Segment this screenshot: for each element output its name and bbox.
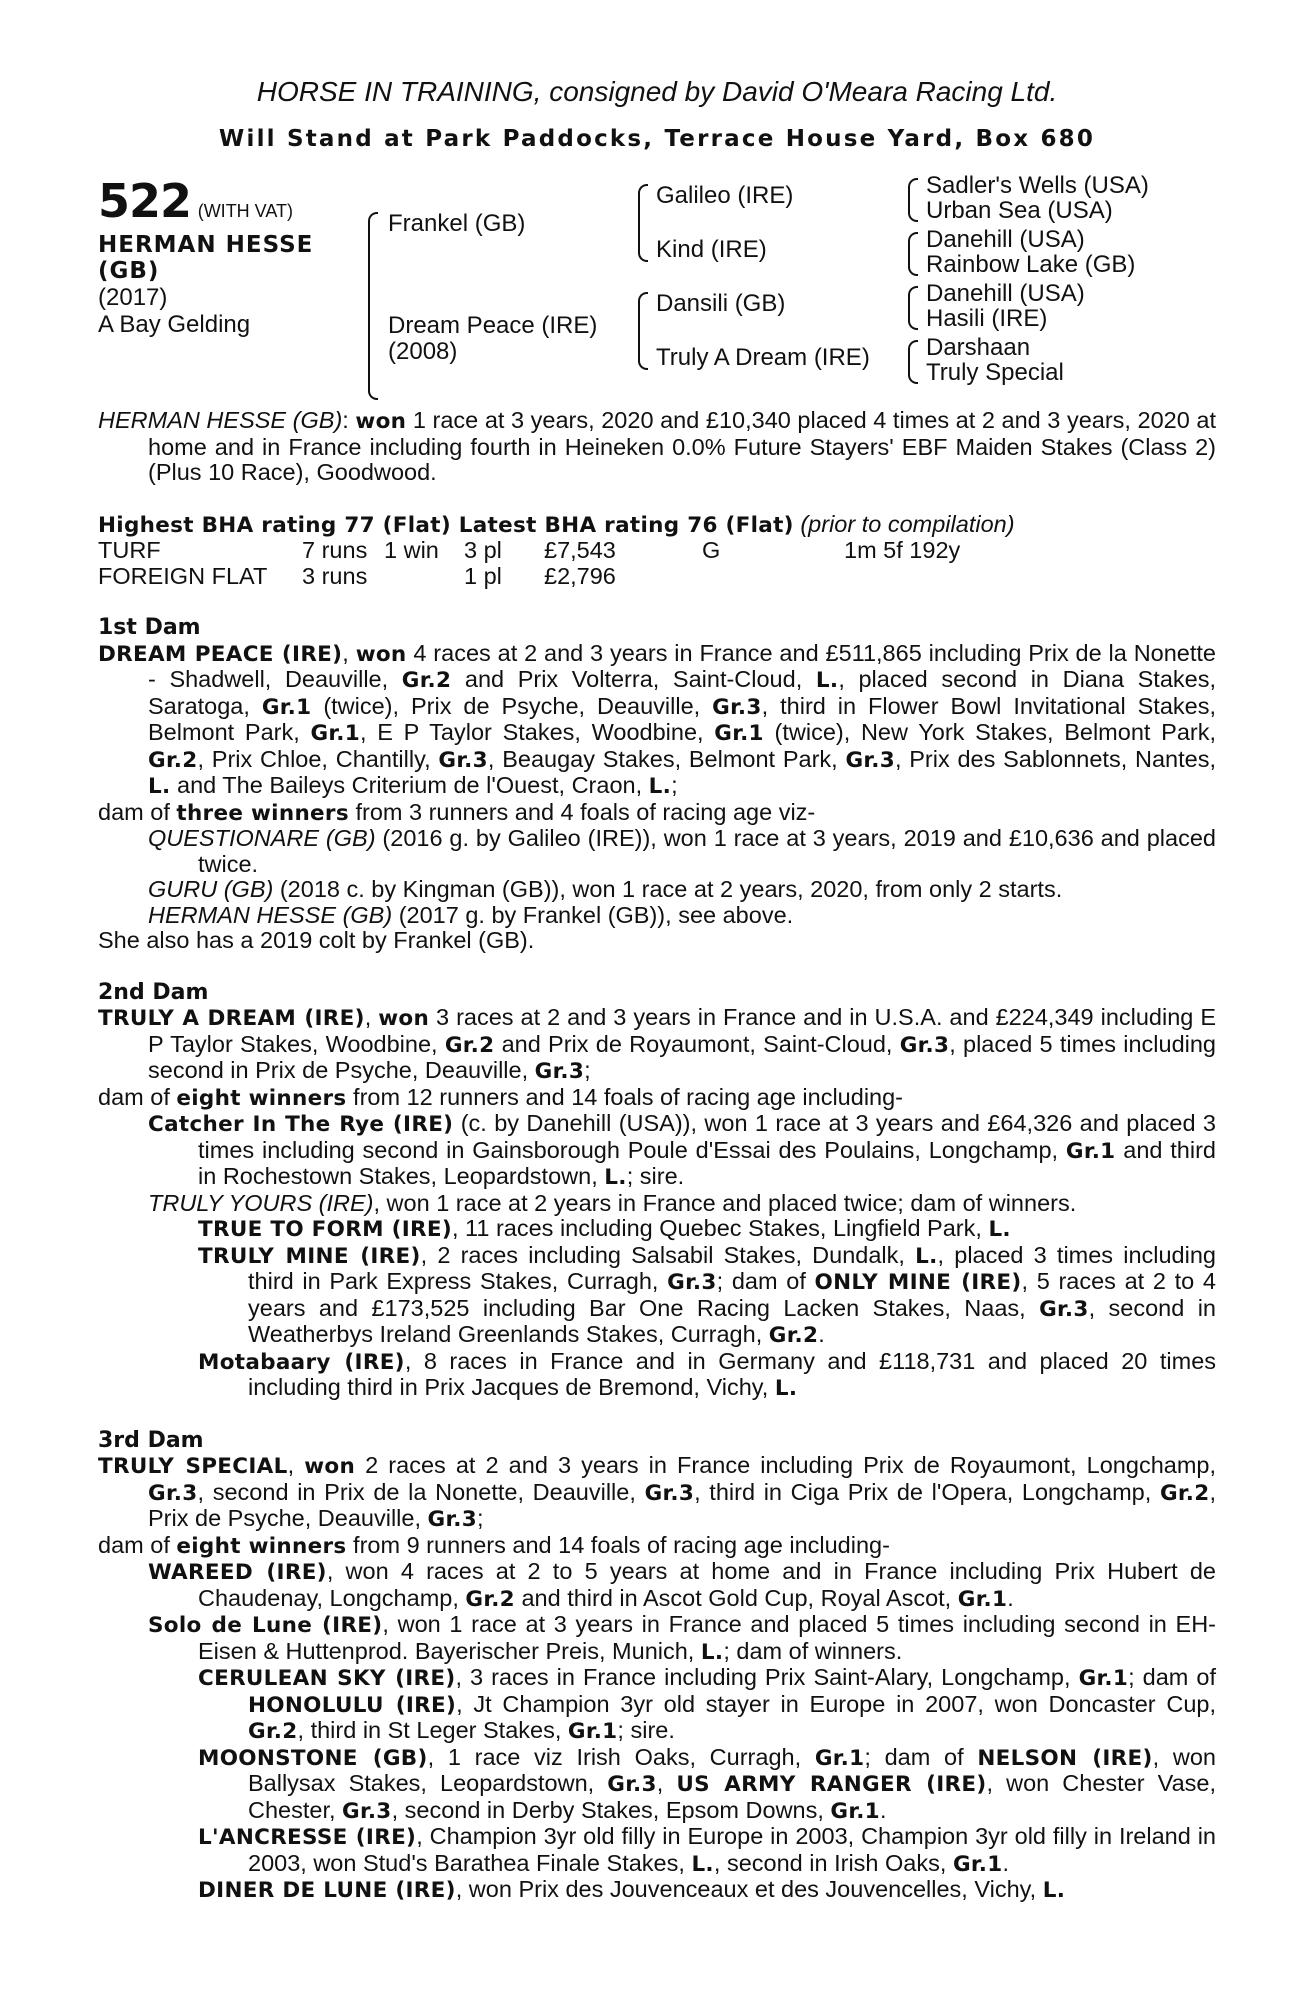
grandproduce-entry: TRUE TO FORM (IRE), 11 races including Quebec Stakes, Lingfield Park, L. <box>198 1215 1011 1242</box>
consignor-heading: HORSE IN TRAINING, consigned by David O'Meara Racing Ltd. <box>256 76 1058 107</box>
sire-sire-sire: Sadler's Wells (USA) <box>926 172 1149 199</box>
second-dam-produce-summary: dam of eight winners from 12 runners and 14 foals of racing age including- <box>98 1083 904 1111</box>
ratings-headline: Highest BHA rating 77 (Flat) Latest BHA rating 76 (Flat) <box>98 512 794 538</box>
first-dam-section <box>98 615 1216 954</box>
sire-parents-brace <box>638 184 648 262</box>
ratings-block <box>98 512 1216 590</box>
gg-brace-4 <box>908 340 918 384</box>
venue-line: Will Stand at Park Paddocks, Terrace House Yard, Box 680 <box>218 126 1096 152</box>
grandproduce-entry: MOONSTONE (GB), 1 race viz Irish Oaks, Curragh, Gr.1; dam of NELSON (IRE), won Ballysax Stakes, Leopardstown, Gr.3, US ARMY RANGER (IRE), won Chester Vase, Chester, Gr.3, second in Derby Stakes, Epsom Downs, Gr.1. <box>198 1743 1217 1824</box>
grandproduce-entry: L'ANCRESSE (IRE), Champion 3yr old filly in Europe in 2003, Champion 3yr old filly in Ireland in 2003, won Stud's Barathea Finale Stakes, L., second in Irish Oaks, Gr.1. <box>198 1823 1216 1877</box>
grandproduce-entry: TRULY MINE (IRE), 2 races including Salsabil Stakes, Dundalk, L., placed 3 times including third in Park Express Stakes, Curragh, Gr.3; dam of ONLY MINE (IRE), 5 races at 2 to 4 years and £173,525 including Bar One Racing Lacken Stakes, Naas, Gr.3, second in Weatherbys Ireland Greenlands Stakes, Curragh, Gr.2. <box>198 1241 1217 1348</box>
dam: Dream Peace (IRE) <box>388 312 598 339</box>
dam-parents-brace <box>638 292 648 370</box>
dam-year: (2008) <box>388 338 458 365</box>
catalogue-page <box>98 76 1216 1904</box>
gg-brace-2 <box>908 232 918 276</box>
second-dam-section <box>98 980 1216 1402</box>
dam-dam-dam: Truly Special <box>926 359 1064 386</box>
produce-entry: TRULY YOURS (IRE), won 1 race at 2 years in France and placed twice; dam of winners. <box>148 1189 1077 1216</box>
horse-name: HERMAN HESSE <box>98 232 314 258</box>
first-dam-title: 1st Dam <box>98 615 201 640</box>
grandproduce-entry: Motabaary (IRE), 8 races in France and in Germany and £118,731 and placed 20 times including third in Prix Jacques de Bremond, Vichy, L. <box>198 1347 1217 1401</box>
pedigree-block <box>98 174 1216 404</box>
second-dam-record: TRULY A DREAM (IRE), won 3 races at 2 and 3 years in France and in U.S.A. and £224,349 including E P Taylor Stakes, Woodbine, Gr.2 and Prix de Royaumont, Saint-Cloud, Gr.3, placed 5 times including second in Prix de Psyche, Deauville, Gr.3; <box>98 1004 1217 1084</box>
sire-dam-sire: Danehill (USA) <box>926 226 1085 253</box>
sire-dam: Kind (IRE) <box>656 236 767 263</box>
produce-entry: Catcher In The Rye (IRE) (c. by Danehill (USA)), won 1 race at 3 years and £64,326 and placed 3 times including second in Gainsborough Poule d'Essai des Poulains, Longchamp, Gr.1 and third in Rochestown Stakes, Leopardstown, L.; sire. <box>148 1110 1216 1190</box>
lot-number-line <box>98 174 293 228</box>
dam-sire-dam: Hasili (IRE) <box>926 305 1048 332</box>
third-dam-title: 3rd Dam <box>98 1427 204 1453</box>
dam-dam-sire: Darshaan <box>926 334 1031 361</box>
ratings-headline-line <box>98 512 1216 539</box>
dam-dam: Truly A Dream (IRE) <box>656 344 870 371</box>
sire-sire-dam: Urban Sea (USA) <box>926 197 1113 224</box>
gg-brace-1 <box>908 178 918 222</box>
first-dam-record: DREAM PEACE (IRE), won 4 races at 2 and 3 years in France and £511,865 including Prix de la Nonette - Shadwell, Deauville, Gr.2 and Prix Volterra, Saint-Cloud, L., placed second in Diana Stakes, Saratoga, Gr.1 (twice), Prix de Psyche, Deauville, Gr.3, third in Flower Bowl Invitational Stakes, Belmont Park, Gr.1, E P Taylor Stakes, Woodbine, Gr.1 (twice), New York Stakes, Belmont Park, Gr.2, Prix Chloe, Chantilly, Gr.3, Beaugay Stakes, Belmont Park, Gr.3, Prix des Sablonnets, Nantes, L. and The Baileys Criterium de l'Ouest, Craon, L.; <box>98 639 1217 799</box>
dam-sire: Dansili (GB) <box>656 290 786 317</box>
vat-note: (WITH VAT) <box>197 201 294 221</box>
grandproduce-entry: CERULEAN SKY (IRE), 3 races in France including Prix Saint-Alary, Longchamp, Gr.1; dam of HONOLULU (IRE), Jt Champion 3yr old stayer in Europe in 2007, won Doncaster Cup, Gr.2, third in St Leger Stakes, Gr.1; sire. <box>198 1664 1216 1744</box>
lot-number: 522 <box>98 174 192 228</box>
produce-entry: QUESTIONARE (GB) (2016 g. by Galileo (IRE)), won 1 race at 3 years, 2019 and £10,636 and placed twice. <box>148 825 1216 877</box>
sire-dam-dam: Rainbow Lake (GB) <box>926 251 1136 278</box>
first-dam-produce-summary: dam of three winners from 3 runners and 4 foals of racing age viz- <box>98 798 816 826</box>
sire: Frankel (GB) <box>388 210 526 237</box>
stats-row-turf: TURF 7 runs 1 win 3 pl £7,543 G 1m 5f 192y <box>98 537 961 563</box>
foaling-year: (2017) <box>98 284 168 311</box>
second-dam-title: 2nd Dam <box>98 979 209 1005</box>
produce-entry: HERMAN HESSE (GB) (2017 g. by Frankel (GB)), see above. <box>148 901 794 928</box>
stats-row-foreign-flat: FOREIGN FLAT 3 runs 1 pl £2,796 <box>98 562 616 589</box>
produce-entry: Solo de Lune (IRE), won 1 race at 3 years in France and placed 5 times including second in EH-Eisen & Huttenprod. Bayerischer Preis, Munich, L.; dam of winners. <box>148 1611 1216 1665</box>
produce-entry: GURU (GB) (2018 c. by Kingman (GB)), won 1 race at 2 years, 2020, from only 2 starts. <box>148 876 1063 902</box>
summary-paragraph: HERMAN HESSE (GB): won 1 race at 3 years, 2020 and £10,340 placed 4 times at 2 and 3 years, 2020 at home and in France including fourth in Heineken 0.0% Future Stayers' EBF Maiden Stakes (Class 2) (Plus 10 Race), Goodwood. <box>98 407 1217 485</box>
dam-sire-sire: Danehill (USA) <box>926 280 1085 307</box>
sire-sire: Galileo (IRE) <box>656 182 794 209</box>
third-dam-produce-summary: dam of eight winners from 9 runners and 14 foals of racing age including- <box>98 1531 890 1559</box>
race-summary <box>98 408 1216 486</box>
grandproduce-entry: DINER DE LUNE (IRE), won Prix des Jouvenceaux et des Jouvencelles, Vichy, L. <box>198 1876 1066 1903</box>
third-dam-record: TRULY SPECIAL, won 2 races at 2 and 3 years in France including Prix de Royaumont, Longchamp, Gr.3, second in Prix de la Nonette, Deauville, Gr.3, third in Ciga Prix de l'Opera, Longchamp, Gr.2, Prix de Psyche, Deauville, Gr.3; <box>98 1452 1217 1532</box>
produce-note: She also has a 2019 colt by Frankel (GB). <box>98 927 535 953</box>
third-dam-section <box>98 1428 1216 1904</box>
produce-entry: WAREED (IRE), won 4 races at 2 to 5 years at home and in France including Prix Hubert de Chaudenay, Longchamp, Gr.2 and third in Ascot Gold Cup, Royal Ascot, Gr.1. <box>148 1558 1216 1612</box>
horse-country: (GB) <box>98 258 160 284</box>
ratings-note: (prior to compilation) <box>800 510 1015 537</box>
horse-description: A Bay Gelding <box>98 311 251 338</box>
sire-dam-brace <box>368 212 378 400</box>
gg-brace-3 <box>908 286 918 330</box>
